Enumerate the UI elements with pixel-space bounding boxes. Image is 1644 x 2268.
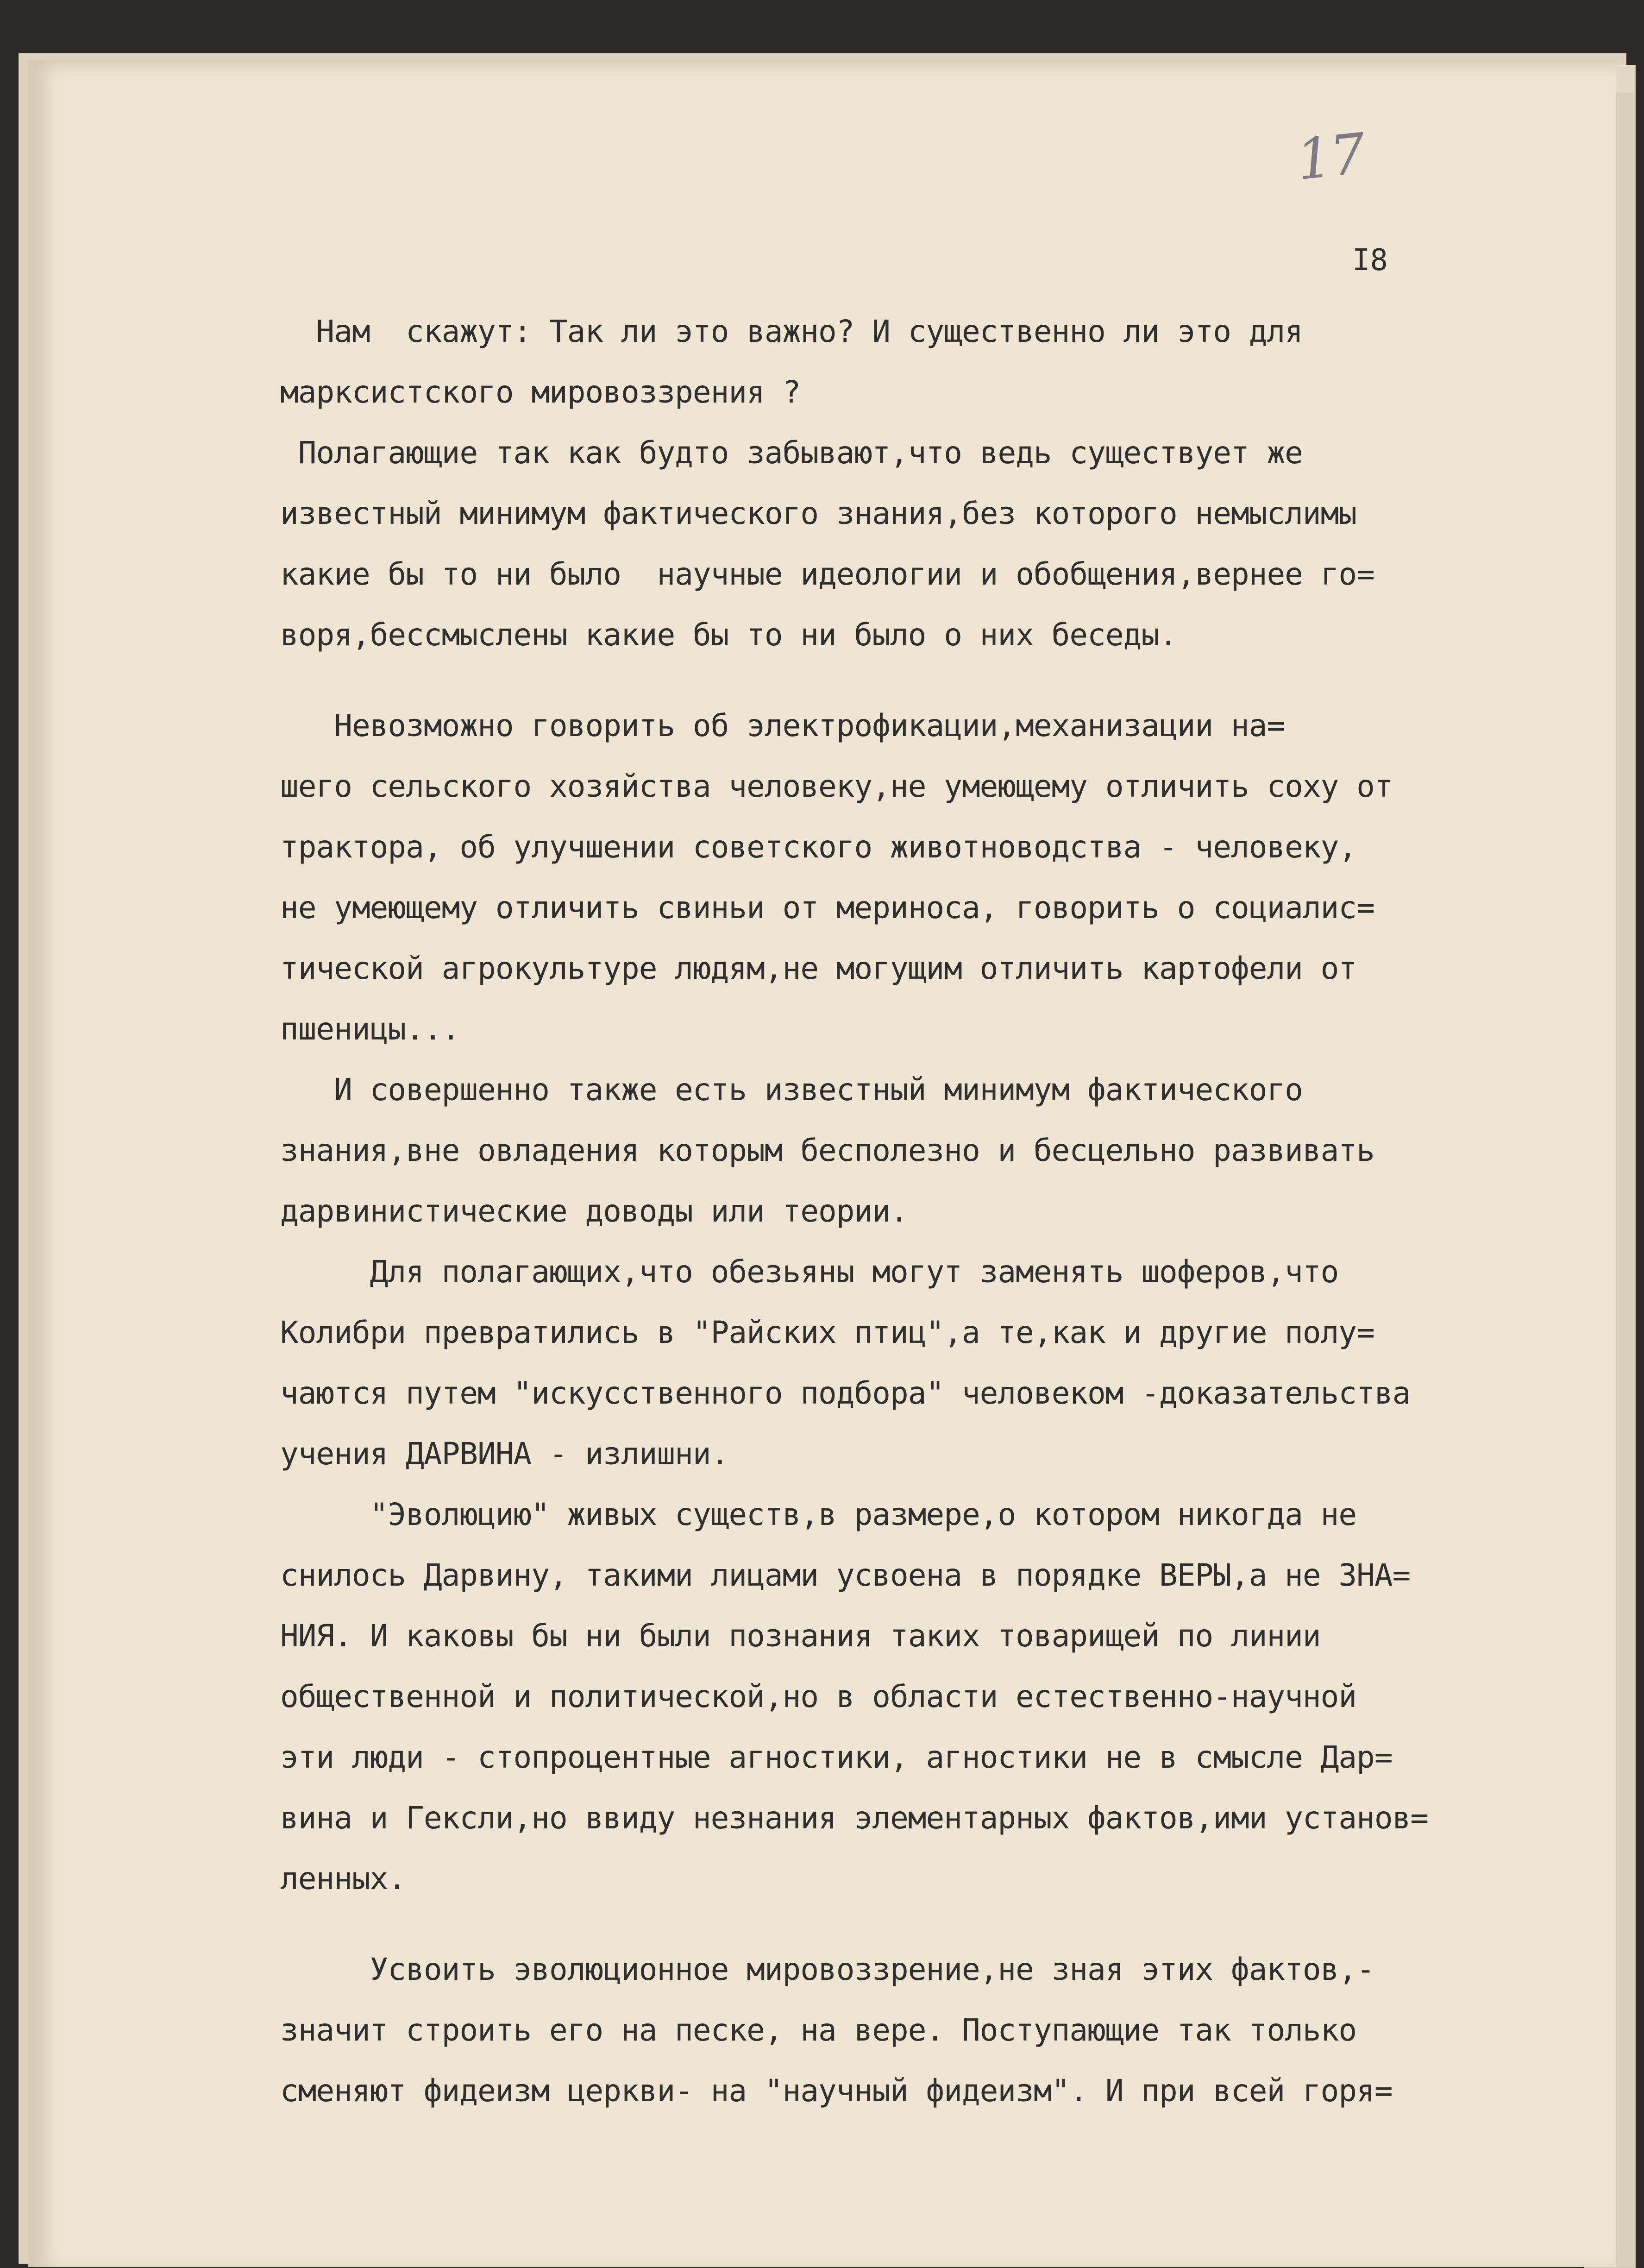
- text-line: Невозможно говорить об электрофикации,механизации на=: [280, 708, 1285, 743]
- typed-text-body: [280, 301, 1623, 2121]
- paragraph-gap: [280, 665, 1623, 695]
- text-line: шего сельского хозяйства человеку,не умеющему отличить соху от: [280, 769, 1393, 804]
- text-line: не умеющему отличить свиньи от мериноса, говорить о социалис=: [280, 890, 1374, 926]
- text-line: сменяют фидеизм церкви- на "научный фидеизм". И при всей горя=: [280, 2073, 1393, 2109]
- page-number: I8: [1352, 243, 1388, 277]
- text-line: Колибри превратились в "Райских птиц",а те,как и другие полу=: [280, 1315, 1374, 1350]
- text-line: значит строить его на песке, на вере. Поступающие так только: [280, 2012, 1357, 2048]
- text-line: общественной и политической,но в области естественно-научной: [280, 1679, 1357, 1714]
- text-line: И совершенно также есть известный минимум фактического: [280, 1072, 1303, 1108]
- text-line: Нам скажут: Так ли это важно? И существенно ли это для: [280, 314, 1303, 349]
- text-line: вина и Гексли,но ввиду незнания элементарных фактов,ими установ=: [280, 1800, 1429, 1836]
- text-line: Усвоить эволюционное мировоззрение,не зная этих фактов,-: [280, 1952, 1374, 1987]
- text-line: Полагающие так как будто забывают,что ведь существует же: [280, 435, 1303, 471]
- text-line: Для полагающих,что обезьяны могут заменять шоферов,что: [280, 1254, 1339, 1290]
- text-line: известный минимум фактического знания,без которого немыслимы: [280, 496, 1357, 531]
- text-line: НИЯ. И каковы бы ни были познания таких товарищей по линии: [280, 1618, 1321, 1654]
- text-line: воря,бессмыслены какие бы то ни было о них беседы.: [280, 617, 1177, 653]
- text-line: какие бы то ни было научные идеологии и обобщения,вернее го=: [280, 556, 1374, 592]
- text-line: пшеницы...: [280, 1011, 460, 1047]
- text-line: снилось Дарвину, такими лицами усвоена в порядке ВЕРЫ,а не ЗНА=: [280, 1557, 1411, 1593]
- text-line: тической агрокультуре людям,не могущим отличить картофели от: [280, 951, 1357, 986]
- text-line: знания,вне овладения которым бесполезно и бесцельно развивать: [280, 1133, 1374, 1168]
- paragraph-gap: [280, 1909, 1623, 1939]
- text-line: дарвинистические доводы или теории.: [280, 1193, 908, 1229]
- text-line: чаются путем "искусственного подбора" человеком -доказательства: [280, 1375, 1411, 1411]
- text-line: трактора, об улучшении советского животноводства - человеку,: [280, 829, 1357, 865]
- text-line: ленных.: [280, 1861, 406, 1896]
- text-line: марксистского мировоззрения ?: [280, 374, 801, 410]
- typewritten-page: [28, 60, 1616, 2267]
- text-line: учения ДАРВИНА - излишни.: [280, 1436, 729, 1472]
- text-line: эти люди - стопроцентные агностики, агностики не в смысле Дар=: [280, 1739, 1393, 1775]
- text-line: "Эволюцию" живых существ,в размере,о котором никогда не: [280, 1497, 1357, 1532]
- handwritten-folio-number: 17: [1293, 121, 1367, 193]
